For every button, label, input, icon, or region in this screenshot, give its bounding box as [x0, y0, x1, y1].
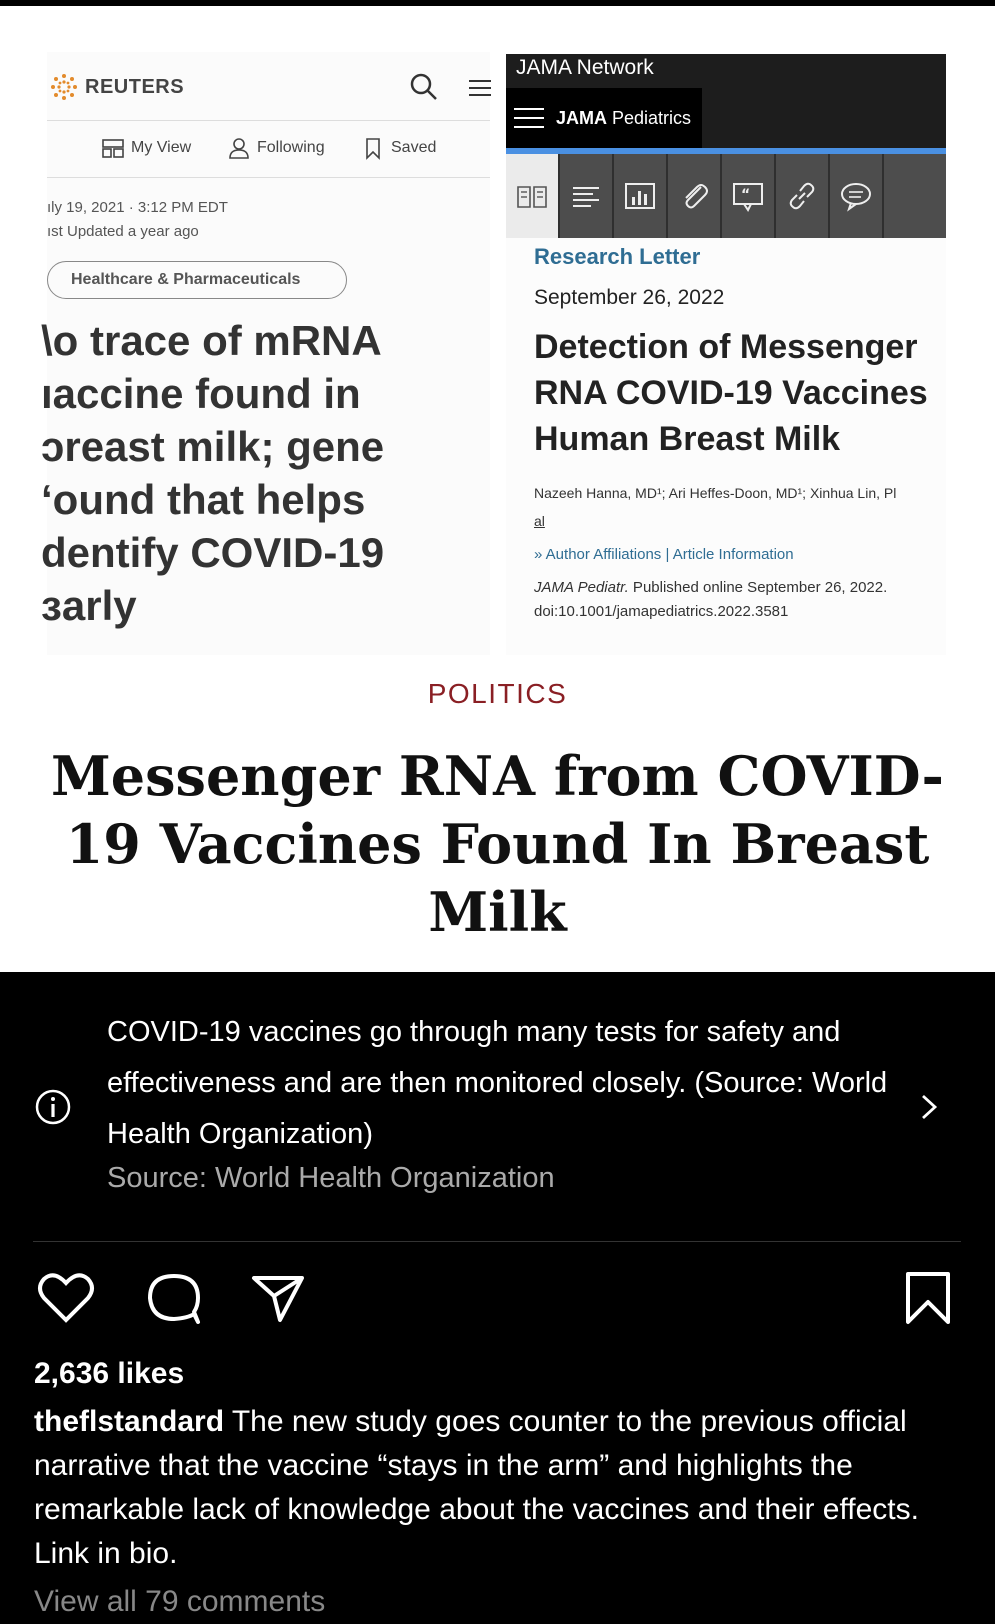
article-type: Research Letter: [534, 244, 701, 269]
info-icon: [34, 1088, 72, 1126]
author-list: Nazeeh Hanna, MD¹; Ari Heffes-Doon, MD¹; Xinhua Lin, Pl al: [534, 485, 897, 529]
quote-icon: [731, 179, 765, 213]
menu-icon[interactable]: [514, 106, 544, 130]
reuters-brand: REUTERS: [85, 75, 185, 98]
info-source: Source: World Health Organization: [107, 1162, 555, 1194]
bookmark-icon: [361, 136, 385, 160]
jama-article-screenshot: [506, 54, 946, 655]
toolbar-comment[interactable]: [830, 154, 884, 238]
divider: [33, 1241, 961, 1242]
post-caption: theflstandard The new study goes counter to the previous official narrative that the vaccine “stays in the arm” and highlights the remarkable lack of knowledge about the vaccines and their effects. Link in bio.: [34, 1405, 919, 1570]
author-affiliations-link[interactable]: » Author Affiliations | Article Information: [534, 546, 794, 563]
nav-label: My View: [131, 139, 192, 156]
chevron-right-icon[interactable]: [918, 1092, 940, 1122]
username[interactable]: theflstandard: [34, 1405, 225, 1438]
bookmark-icon[interactable]: [898, 1270, 958, 1326]
toolbar-attach[interactable]: [668, 154, 722, 238]
article-headline: Messenger RNA from COVID-19 Vaccines Found In Breast Milk: [51, 744, 944, 944]
toolbar-figures[interactable]: [614, 154, 668, 238]
paperclip-icon: [677, 179, 711, 213]
reuters-logo: [49, 72, 184, 102]
like-count[interactable]: 2,636 likes: [34, 1357, 185, 1390]
covid-info-text[interactable]: COVID-19 vaccines go through many tests for safety and effectiveness and are then monitored closely. (Source: World Health Organization): [107, 1016, 888, 1150]
menu-icon[interactable]: [467, 76, 493, 100]
nav-label: Following: [257, 139, 325, 156]
link-icon: [785, 179, 819, 213]
nav-following[interactable]: [227, 136, 325, 160]
article-date: ıly 19, 2021 · 3:12 PM EDT ıst Updated a year ago: [47, 199, 228, 240]
toolbar-read[interactable]: [506, 154, 560, 238]
reuters-article-screenshot: [41, 52, 490, 655]
share-icon[interactable]: [248, 1270, 308, 1326]
nav-label: Saved: [391, 139, 437, 156]
chart-icon: [623, 179, 657, 213]
journal-bar[interactable]: [506, 88, 702, 148]
comment-icon: [839, 179, 873, 213]
section-label: POLITICS: [427, 678, 568, 709]
heart-icon[interactable]: [36, 1270, 96, 1326]
book-icon: [515, 179, 549, 213]
reuters-headline: \o trace of mRNA ıaccine found in ɔreast milk; gene ʻound that helps dentify COVID-19 ɜarly: [41, 317, 385, 629]
reuters-dots-icon: [49, 72, 79, 102]
category-tag[interactable]: Healthcare & Pharmaceuticals: [47, 261, 347, 299]
comment-icon[interactable]: [144, 1270, 204, 1326]
divider: [47, 177, 490, 178]
toolbar-link[interactable]: [776, 154, 830, 238]
person-icon: [227, 136, 251, 160]
text-lines-icon: [569, 179, 603, 213]
layout-icon: [101, 136, 125, 160]
toolbar-more[interactable]: [884, 154, 938, 238]
nav-saved[interactable]: [361, 136, 436, 160]
citation: JAMA Pediatr. Published online September 26, 2022. doi:10.1001/jamapediatrics.2022.3581: [534, 579, 888, 620]
jama-header: [506, 54, 946, 152]
jama-title: Detection of Messenger RNA COVID-19 Vaccines Human Breast Milk: [534, 328, 928, 458]
journal-name: JAMA Pediatrics: [556, 107, 692, 128]
jama-network-logo: JAMA Network: [516, 56, 654, 79]
search-icon[interactable]: [407, 70, 441, 104]
svg-text:“: “: [741, 187, 751, 203]
toolbar-cite[interactable]: [722, 154, 776, 238]
publish-date: September 26, 2022: [534, 286, 725, 309]
divider: [47, 120, 490, 121]
toolbar-text[interactable]: [560, 154, 614, 238]
view-comments-link[interactable]: View all 79 comments: [34, 1585, 326, 1618]
article-toolbar: [506, 154, 946, 238]
nav-my-view[interactable]: [101, 136, 191, 160]
